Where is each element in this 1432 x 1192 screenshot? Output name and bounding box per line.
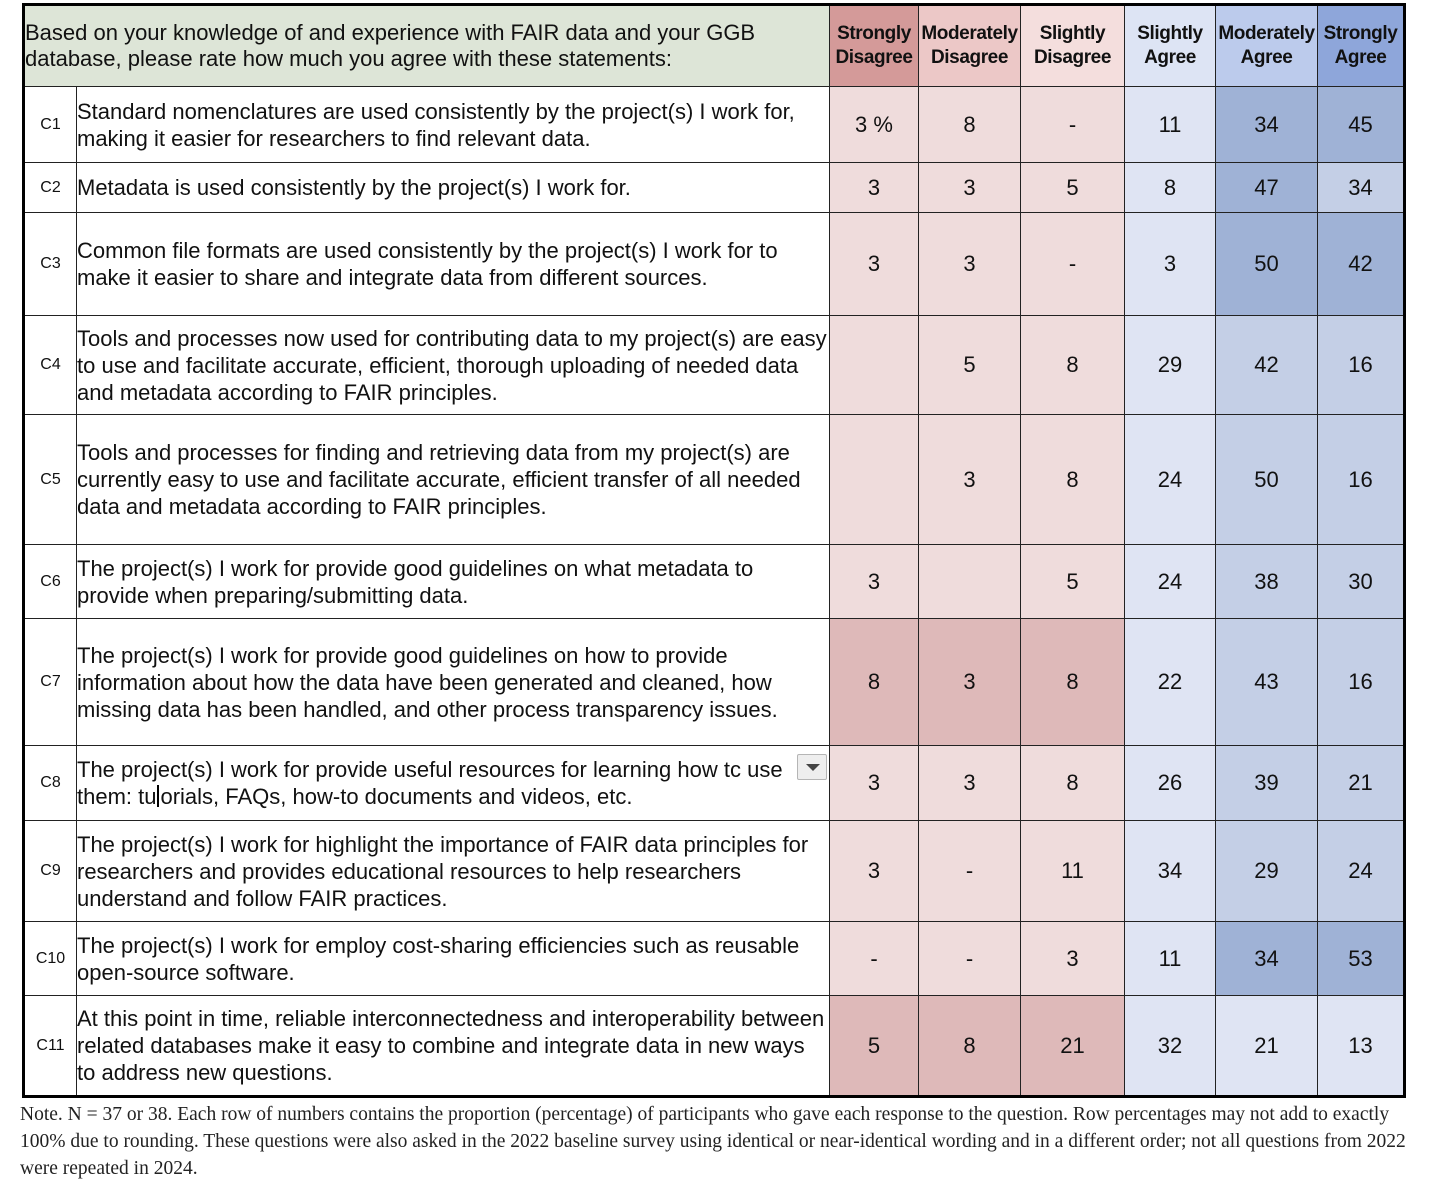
value-cell[interactable]: 3	[830, 746, 919, 821]
agreement-table	[22, 3, 1406, 1098]
value-cell[interactable]: 3 %	[830, 87, 919, 163]
value-cell[interactable]	[830, 316, 919, 415]
value-cell[interactable]: 45	[1318, 87, 1405, 163]
value-cell[interactable]: 42	[1216, 316, 1318, 415]
value-cell[interactable]: 38	[1216, 545, 1318, 619]
value-cell[interactable]: 50	[1216, 415, 1318, 545]
value-cell[interactable]: 3	[919, 213, 1021, 316]
value-cell[interactable]: 3	[919, 415, 1021, 545]
value-cell[interactable]: 47	[1216, 163, 1318, 213]
table-row	[24, 996, 1405, 1097]
value-cell[interactable]: 42	[1318, 213, 1405, 316]
statement-text: use them: tu	[77, 757, 783, 809]
question-prompt: Based on your knowledge of and experience with FAIR data and your GGB database, please rate how much you agree with these statements:	[24, 5, 830, 87]
value-cell[interactable]: 8	[1021, 746, 1125, 821]
row-code: C9	[24, 821, 77, 922]
value-cell[interactable]: 24	[1125, 415, 1216, 545]
col-moderately-disagree: Moderately Disagree	[919, 5, 1021, 87]
value-cell[interactable]: 29	[1125, 316, 1216, 415]
row-code: C8	[24, 746, 77, 821]
row-code: C3	[24, 213, 77, 316]
col-strongly-disagree: Strongly Disagree	[830, 5, 919, 87]
value-cell[interactable]: 3	[830, 545, 919, 619]
value-cell[interactable]: 8	[919, 87, 1021, 163]
row-statement[interactable]: Common file formats are used consistently by the project(s) I work for to make it easier to share and integrate data from different sources.	[77, 213, 830, 316]
value-cell[interactable]: 26	[1125, 746, 1216, 821]
value-cell[interactable]: 3	[1125, 213, 1216, 316]
row-code: C2	[24, 163, 77, 213]
row-statement[interactable]: Tools and processes for finding and retrieving data from my project(s) are currently easy to use and facilitate accurate, efficient transfer of all needed data and metadata according to FAIR principles.	[77, 415, 830, 545]
value-cell[interactable]: 21	[1021, 996, 1125, 1097]
value-cell[interactable]: 21	[1216, 996, 1318, 1097]
table-row	[24, 619, 1405, 746]
table-row	[24, 746, 1405, 821]
row-statement[interactable]: Tools and processes now used for contributing data to my project(s) are easy to use and facilitate accurate, efficient, thorough uploading of needed data and metadata according to FAIR principles.	[77, 316, 830, 415]
row-code: C5	[24, 415, 77, 545]
value-cell[interactable]: 11	[1125, 87, 1216, 163]
value-cell[interactable]: 16	[1318, 619, 1405, 746]
value-cell[interactable]: 3	[830, 163, 919, 213]
value-cell[interactable]: 3	[1021, 922, 1125, 996]
table-note: Note. N = 37 or 38. Each row of numbers contains the proportion (percentage) of participants who gave each response to the question. Row percentages may not add to exactly 100% due to rounding. These questions were also asked in the 2022 baseline survey using identical or near-identical wording and in a different order; not all questions from 2022 were repeated in 2024.	[20, 1104, 1406, 1179]
row-code: C4	[24, 316, 77, 415]
value-cell[interactable]: 3	[830, 821, 919, 922]
value-cell[interactable]: 3	[830, 213, 919, 316]
row-code: C11	[24, 996, 77, 1097]
value-cell[interactable]: 29	[1216, 821, 1318, 922]
value-cell[interactable]: 34	[1216, 922, 1318, 996]
header-row	[24, 5, 1405, 87]
table-row	[24, 163, 1405, 213]
value-cell[interactable]: 3	[919, 746, 1021, 821]
col-slightly-agree: Slightly Agree	[1125, 5, 1216, 87]
value-cell[interactable]: 3	[919, 163, 1021, 213]
value-cell[interactable]: 34	[1216, 87, 1318, 163]
value-cell[interactable]: 5	[1021, 163, 1125, 213]
col-slightly-disagree: Slightly Disagree	[1021, 5, 1125, 87]
table-row	[24, 821, 1405, 922]
row-code: C6	[24, 545, 77, 619]
value-cell[interactable]: 34	[1318, 163, 1405, 213]
value-cell[interactable]: 32	[1125, 996, 1216, 1097]
row-code: C10	[24, 922, 77, 996]
table-row	[24, 213, 1405, 316]
col-strongly-agree: Strongly Agree	[1318, 5, 1405, 87]
table-row	[24, 415, 1405, 545]
value-cell[interactable]: 8	[919, 996, 1021, 1097]
value-cell[interactable]	[830, 415, 919, 545]
value-cell[interactable]: 8	[830, 619, 919, 746]
row-statement[interactable]	[77, 746, 830, 821]
row-statement[interactable]: Metadata is used consistently by the project(s) I work for.	[77, 163, 830, 213]
value-cell[interactable]: 30	[1318, 545, 1405, 619]
statement-text: orials, FAQs, how-to documents and videos, etc.	[160, 784, 633, 809]
value-cell[interactable]: 5	[830, 996, 919, 1097]
value-cell[interactable]: 16	[1318, 316, 1405, 415]
value-cell[interactable]: 22	[1125, 619, 1216, 746]
value-cell[interactable]: 21	[1318, 746, 1405, 821]
value-cell[interactable]: 3	[919, 619, 1021, 746]
row-statement[interactable]: At this point in time, reliable interconnectedness and interoperability between related databases make it easy to combine and integrate data in new ways to address new questions.	[77, 996, 830, 1097]
row-statement[interactable]: The project(s) I work for provide good guidelines on what metadata to provide when preparing/submitting data.	[77, 545, 830, 619]
row-code: C7	[24, 619, 77, 746]
value-cell[interactable]: 5	[1021, 545, 1125, 619]
cell-dropdown-icon[interactable]	[797, 754, 827, 780]
value-cell[interactable]: 11	[1021, 821, 1125, 922]
row-code: C1	[24, 87, 77, 163]
row-statement[interactable]: Standard nomenclatures are used consistently by the project(s) I work for, making it easier for researchers to find relevant data.	[77, 87, 830, 163]
value-cell[interactable]: 11	[1125, 922, 1216, 996]
value-cell[interactable]: -	[919, 922, 1021, 996]
value-cell[interactable]: 24	[1125, 545, 1216, 619]
value-cell[interactable]: -	[919, 821, 1021, 922]
row-statement[interactable]: The project(s) I work for employ cost-sharing efficiencies such as reusable open-source software.	[77, 922, 830, 996]
value-cell[interactable]: 8	[1021, 415, 1125, 545]
value-cell[interactable]: 50	[1216, 213, 1318, 316]
row-statement[interactable]: The project(s) I work for highlight the importance of FAIR data principles for researchers and provides educational resources to help researchers understand and follow FAIR practices.	[77, 821, 830, 922]
statement-text: The project(s) I work for provide useful resources for learning how tc	[77, 757, 741, 782]
value-cell[interactable]: 8	[1021, 316, 1125, 415]
table-row	[24, 922, 1405, 996]
value-cell[interactable]: 16	[1318, 415, 1405, 545]
value-cell[interactable]: 43	[1216, 619, 1318, 746]
table-row	[24, 87, 1405, 163]
value-cell[interactable]: 13	[1318, 996, 1405, 1097]
col-moderately-agree: Moderately Agree	[1216, 5, 1318, 87]
table-row	[24, 545, 1405, 619]
value-cell[interactable]: 5	[919, 316, 1021, 415]
value-cell[interactable]: 8	[1125, 163, 1216, 213]
value-cell[interactable]: 34	[1125, 821, 1216, 922]
value-cell[interactable]: -	[830, 922, 919, 996]
value-cell[interactable]: 8	[1021, 619, 1125, 746]
value-cell[interactable]: 39	[1216, 746, 1318, 821]
table-row	[24, 316, 1405, 415]
value-cell[interactable]: -	[1021, 87, 1125, 163]
value-cell[interactable]: -	[1021, 213, 1125, 316]
value-cell[interactable]: 53	[1318, 922, 1405, 996]
value-cell[interactable]	[919, 545, 1021, 619]
value-cell[interactable]: 24	[1318, 821, 1405, 922]
row-statement[interactable]: The project(s) I work for provide good guidelines on how to provide information about how the data have been generated and cleaned, how missing data has been handled, and other process transparency issues.	[77, 619, 830, 746]
